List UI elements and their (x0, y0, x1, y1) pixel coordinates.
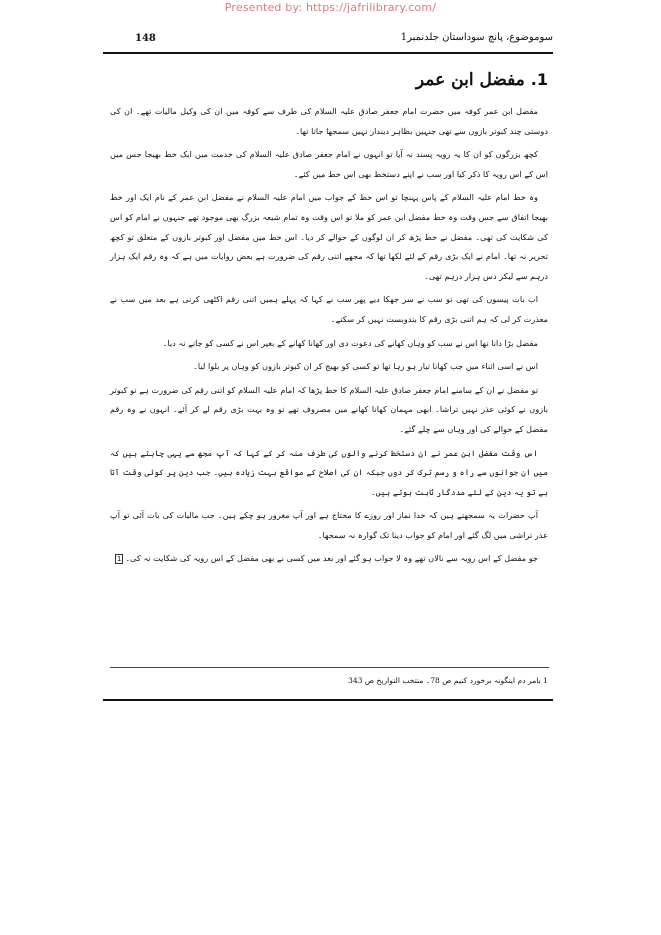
section-heading (110, 64, 548, 96)
paragraph: اس وقت مفضل ابن عمر نے ان دستخط کرنے والوں کی طرف منہ کر کے کہا کہ آپ مجھ سے یہی چاہتے ہیں کہ میں ان جوانوں سے راہ و رسم ترک کر دوں جبکہ ان کی اصلاح کے مواقع بہت زیادہ ہیں۔ جب دین پر کوئی وقت آتا ہے تو یہ دین کے لئے مددگار ثابت ہوتے ہیں۔ (110, 447, 548, 497)
paragraph: اس نے اسی اثناء میں جب کھانا تیار ہو رہا تھا تو کسی کو بھیج کر ان کبوتر بازوں کو وہاں پر بلوا لیا۔ (193, 361, 538, 372)
footer-rule (103, 699, 553, 701)
paragraph: آپ حضرات یہ سمجھتے ہیں کہ خدا نماز اور روزے کا محتاج ہے اور آپ مغرور ہو چکے ہیں۔ جب مالیات کی بات آئی تو آپ عذر تراشی میں لگ گئے اور امام کو جواب دینا تک گوارہ نہ سمجھا۔ (110, 510, 548, 540)
paragraph: کچھ بزرگوں کو ان کا یہ رویہ پسند نہ آیا تو انہوں نے امام جعفر صادق علیہ السلام کی خدمت میں ایک خط بھیجا جس میں اس کے اس رویہ کا ذکر کیا اور سب نے اپنے دستخط بھی اس خط میں کئے۔ (110, 149, 548, 179)
running-title: سوموضوع، پانچ سوداستان جلدنمبر1 (400, 32, 553, 43)
paragraph: وہ خط امام علیہ السلام کے پاس پہنچا تو اس خط کے جواب میں امام علیہ السلام نے مفضل ابن عمر کے نام ایک اور خط بھیجا اتفاق سے جس وقت وہ خط مفضل ابن عمر کو ملا تو اس وقت وہ تمام شیعہ بزرگ بھی موجود تھے جنہوں نے امام کو اس کی شکایت کی تھی۔ مفضل نے خط پڑھ کر ان لوگوں کے حوالے کر دیا۔ اس خط میں مفضل اور کبوتر بازوں کے متعلق تو کچھ تحریر نہ تھا۔ امام نے ایک بڑی رقم کے لئے لکھا تھا کہ مجھے اتنی رقم کی ضرورت ہے بعض روایات میں ہے کہ وہ رقم ایک ہزار درہم سے لیکر دس ہزار درہم تھی۔ (110, 192, 548, 281)
section-title: مفضل ابن عمر (415, 70, 525, 90)
paragraph: مفضل بڑا دانا تھا اس نے سب کو وہاں کھانے کی دعوت دی اور کھانا کھانے کے بغیر اس نے کسی کو جانے نہ دیا۔ (162, 337, 538, 348)
paragraph-last (110, 549, 548, 570)
paragraph-text: جو مفضل کے اس رویہ سے نالاں تھے وہ لا جواب ہو گئے اور بعد میں کسی نے بھی مفضل کے اس رویہ کی شکایت نہ کی۔ (125, 553, 538, 564)
header-rule (103, 52, 553, 54)
article-body (110, 64, 548, 574)
footnote-separator (110, 667, 549, 668)
footnote: 1 بامر دم اینگونہ برخورد کنیم ص 78۔ منتخب التواریخ ص 343 (347, 676, 548, 685)
paragraph: تو مفضل نے ان کے سامنے امام جعفر صادق علیہ السلام کا خط پڑھا کہ امام علیہ السلام کو اتنی رقم کی ضرورت ہے تو کبوتر بازوں نے کوئی عذر نہیں تراشا۔ ابھی مہمان کھانا کھانے میں مصروف تھے تو وہ بہت بڑی رقم لے کر آئے۔ انہوں نے وہ رقم مفضل کے حوالے کی اور وہاں سے چلے گئے۔ (110, 384, 548, 434)
paragraph: اب بات پیسوں کی تھی تو سب نے سر جھکا دیے پھر سب نے کہا کہ پہلے ہمیں اتنی رقم اکٹھی کرنی ہے بعد میں سب نے معذرت کر لی کہ ہم اتنی بڑی رقم کا بندوبست نہیں کر سکتے۔ (110, 294, 548, 324)
paragraph: مفضل ابن عمر کوفہ میں حضرت امام جعفر صادق علیہ السلام کی طرف سے کوفہ میں ان کی وکیل مالیات تھے۔ ان کی دوستی چند کبوتر بازوں سے تھی جنہیں بظاہر دیندار نہیں سمجھا جاتا تھا۔ (110, 106, 548, 136)
page-number: 148 (135, 33, 156, 44)
footnote-reference[interactable]: 1 (116, 555, 122, 564)
section-number: 1. (530, 70, 548, 89)
watermark: Presented by: https://jafrilibrary.com/ (224, 1, 437, 14)
page-header (103, 30, 553, 52)
